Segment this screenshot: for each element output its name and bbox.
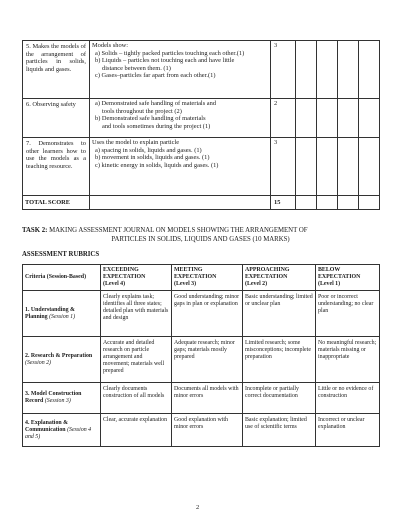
criteria-cell: 5. Makes the models of the arrangement of particles in solids, liquids and gases. (23, 41, 90, 99)
scoring-table-body (23, 41, 380, 210)
empty-cell (296, 41, 317, 99)
empty-cell (359, 196, 380, 210)
rubric-level-cell: Poor or incorrect understanding; no clear plan (316, 291, 380, 337)
description-line: and tools sometimes during the project (1) (102, 122, 211, 130)
rubric-header-title: MEETING EXPECTATION (174, 267, 217, 280)
task-title-line2: PARTICLES IN SOLIDS, LIQUIDS AND GASES (10 MARKS) (111, 235, 290, 243)
description-line: b) movement in solids, liquids and gases. (1) (95, 154, 210, 162)
description-line: c) kinetic energy in solids, liquids and gases. (1) (95, 161, 219, 169)
score-cell: 3 (271, 138, 296, 196)
empty-cell (90, 196, 271, 210)
rubric-row (23, 291, 380, 337)
total-score: 15 (271, 196, 296, 210)
rubric-title: ASSESSMENT RUBRICS (22, 251, 100, 258)
description-heading: Uses the model to explain particle (92, 139, 180, 146)
rubric-level-cell: Documents all models with minor errors (172, 383, 243, 414)
description-list (92, 50, 268, 80)
rubric-criteria-cell (23, 414, 101, 447)
rubric-header-title: EXCEEDING EXPECTATION (103, 267, 146, 280)
task-title-line1: MAKING ASSESSMENT JOURNAL ON MODELS SHOWING THE ARRANGEMENT OF (49, 227, 308, 234)
description-line: a) Solids – tightly packed particles touching each other.(1) (95, 49, 245, 57)
description-list (92, 100, 268, 130)
scoring-row (23, 41, 380, 99)
description-line: c) Gases–particles far apart from each other.(1) (95, 72, 216, 80)
page-number: 2 (196, 504, 200, 511)
rubric-criteria-name: 4. Explanation & Communication (25, 419, 69, 433)
rubric-table (22, 264, 380, 447)
rubric-level-cell: Limited research; some misconceptions; incomplete preparation (243, 337, 316, 383)
rubric-level-cell: Good understanding; minor gaps in plan or explanation (172, 291, 243, 337)
rubric-header-cell (243, 265, 316, 291)
rubric-row (23, 414, 380, 447)
empty-cell (359, 99, 380, 138)
scoring-row (23, 138, 380, 196)
rubric-level-cell: Clear, accurate explanation (101, 414, 172, 447)
empty-cell (359, 41, 380, 99)
rubric-criteria-cell (23, 383, 101, 414)
rubric-level-cell: Accurate and detailed research on particle arrangement and movement; materials well prepared (101, 337, 172, 383)
rubric-header-title: Criteria (Session-Based) (25, 274, 87, 280)
rubric-header-level: (Level 4) (103, 281, 126, 287)
empty-cell (338, 196, 359, 210)
scoring-table (22, 40, 380, 210)
description-cell (90, 138, 271, 196)
rubric-level-cell: Basic understanding; limited or unclear plan (243, 291, 316, 337)
description-line: tools throughout the project (2) (102, 107, 182, 115)
empty-cell (317, 196, 338, 210)
empty-cell (338, 99, 359, 138)
rubric-criteria-name: 3. Model Construction Record (25, 391, 82, 404)
rubric-header-level: (Level 2) (245, 281, 268, 287)
empty-cell (317, 138, 338, 196)
rubric-level-cell: Adequate research; minor gaps; materials mostly prepared (172, 337, 243, 383)
description-line: distance between them. (1) (102, 64, 171, 72)
task-label: TASK 2: (22, 227, 48, 234)
description-line: a) spacing in solids, liquids and gases. (1) (95, 146, 202, 154)
description-line: b) Liquids – particles not touching each and have little (95, 57, 235, 65)
rubric-level-cell: Clearly explains task; identifies all three states; detailed plan with materials and design (101, 291, 172, 337)
rubric-level-cell: Incorrect or unclear explanation (316, 414, 380, 447)
rubric-criteria-session: (Session 1) (49, 313, 76, 320)
rubric-header-row (23, 265, 380, 291)
criteria-cell: 6. Observing safety (23, 99, 90, 138)
rubric-criteria-cell (23, 337, 101, 383)
score-cell: 3 (271, 41, 296, 99)
rubric-level-cell: Basic explanation; limited use of scientific terms (243, 414, 316, 447)
rubric-criteria-name: 1. Understanding & Planning (25, 306, 75, 320)
rubric-header-title: APPROACHING EXPECTATION (245, 267, 290, 280)
rubric-criteria-session: (Session 3) (44, 398, 71, 404)
rubric-criteria-session: (Session 4 and 5) (25, 426, 92, 440)
empty-cell (296, 138, 317, 196)
scoring-row (23, 99, 380, 138)
empty-cell (359, 138, 380, 196)
description-cell (90, 41, 271, 99)
criteria-cell: 7. Demonstrates to other learners how to use the models as a teaching resource. (23, 138, 90, 196)
total-label: TOTAL SCORE (23, 196, 90, 210)
empty-cell (317, 99, 338, 138)
rubric-level-cell: Little or no evidence of construction (316, 383, 380, 414)
empty-cell (338, 41, 359, 99)
task-heading (22, 227, 379, 244)
empty-cell (338, 138, 359, 196)
rubric-header-cell (101, 265, 172, 291)
empty-cell (296, 99, 317, 138)
rubric-header-cell (23, 265, 101, 291)
description-line: a) Demonstrated safe handling of materials and (95, 100, 217, 107)
empty-cell (296, 196, 317, 210)
rubric-level-cell: Incomplete or partially correct documentation (243, 383, 316, 414)
empty-cell (317, 41, 338, 99)
description-heading: Models show: (92, 42, 129, 49)
rubric-header-level: (Level 1) (318, 281, 341, 287)
rubric-level-cell: Good explanation with minor errors (172, 414, 243, 447)
rubric-header-cell (172, 265, 243, 291)
rubric-criteria-name: 2. Research & Preparation (25, 352, 93, 359)
rubric-table-body (23, 291, 380, 447)
description-cell (90, 99, 271, 138)
rubric-row (23, 383, 380, 414)
rubric-header-level: (Level 3) (174, 281, 197, 287)
score-cell: 2 (271, 99, 296, 138)
rubric-criteria-session: (Session 2) (25, 359, 52, 366)
rubric-level-cell: No meaningful research; materials missing or inappropriate (316, 337, 380, 383)
rubric-header-cell (316, 265, 380, 291)
rubric-criteria-cell (23, 291, 101, 337)
rubric-level-cell: Clearly documents construction of all models (101, 383, 172, 414)
description-list (92, 147, 268, 170)
total-row (23, 196, 380, 210)
description-line: b) Demonstrated safe handling of materials (95, 115, 206, 123)
rubric-row (23, 337, 380, 383)
rubric-header-title: BELOW EXPECTATION (318, 267, 361, 280)
